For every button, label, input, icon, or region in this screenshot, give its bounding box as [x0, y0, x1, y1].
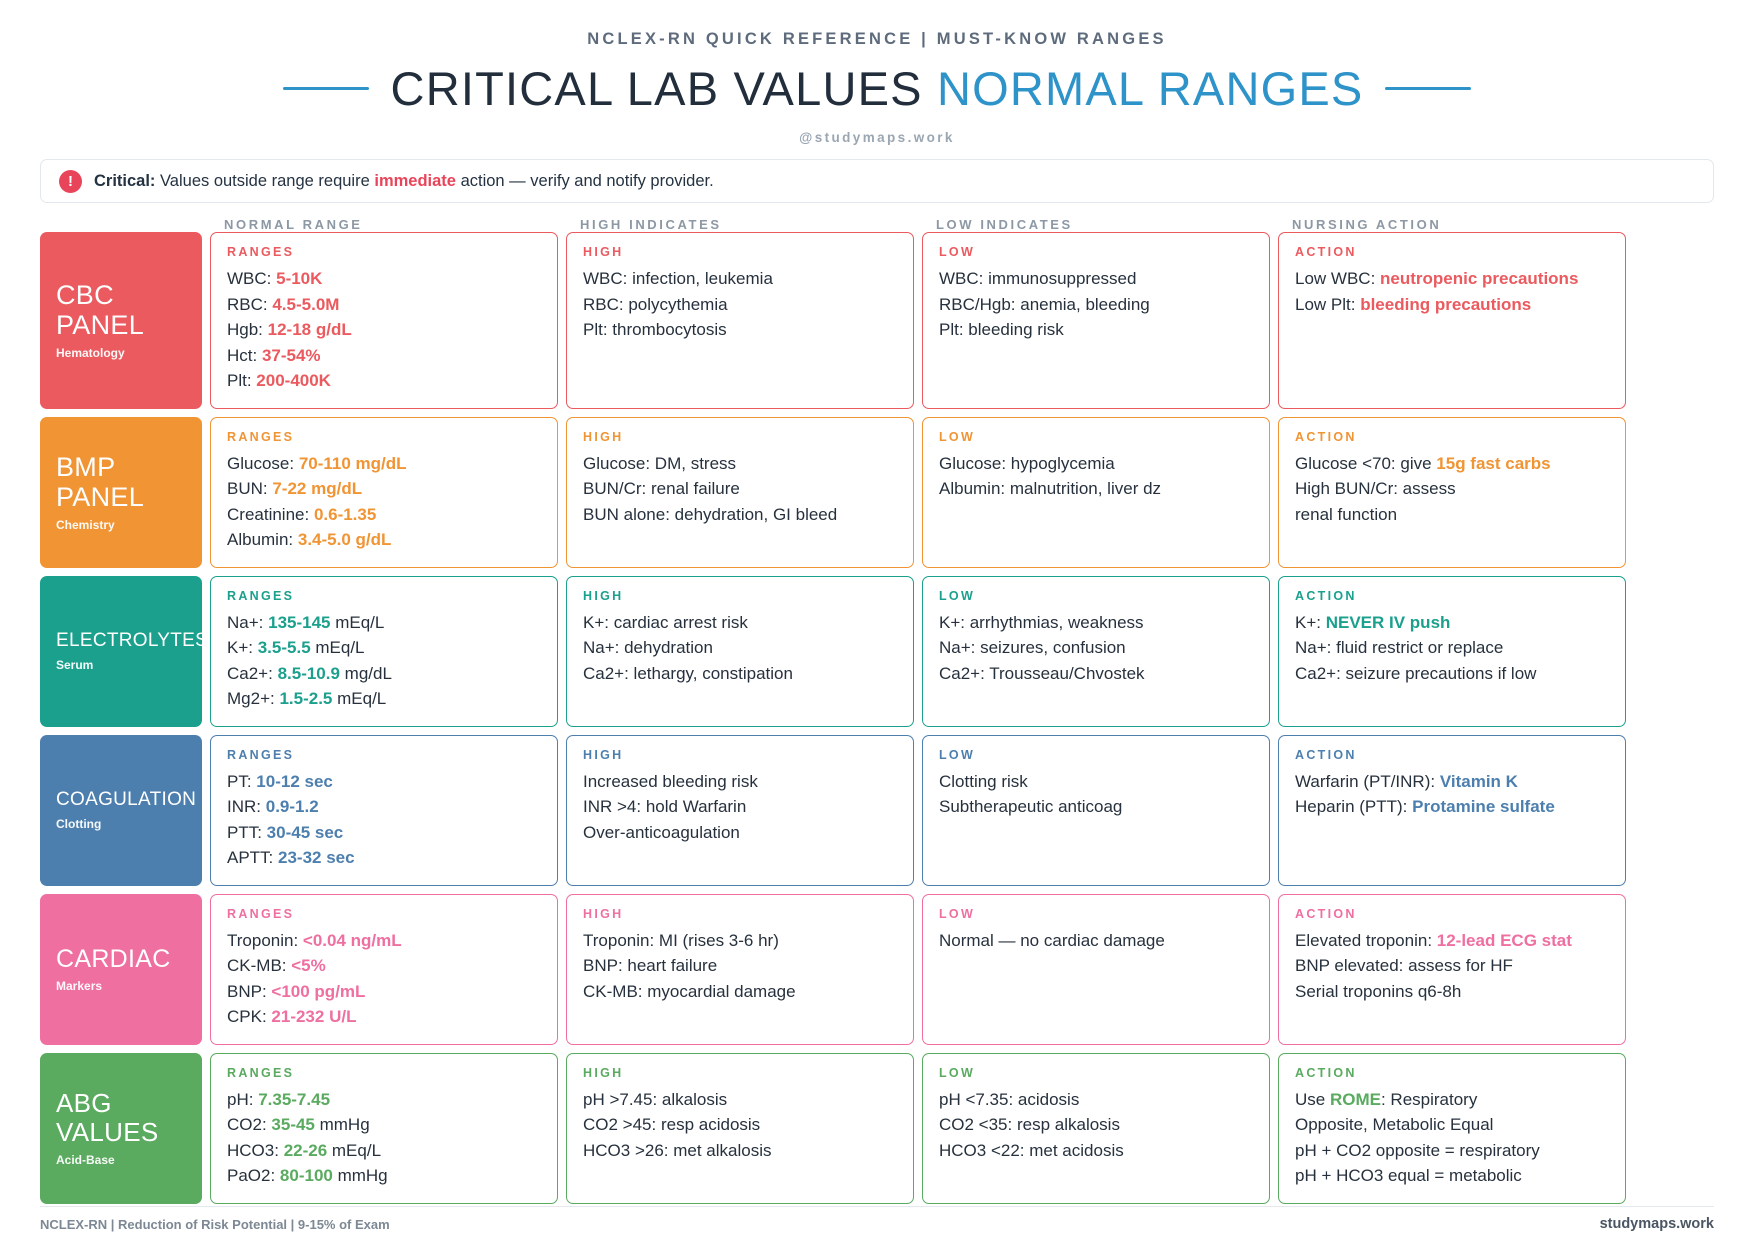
row-label-cbc: [40, 232, 202, 409]
cell-line: HCO3 >26: met alkalosis: [583, 1140, 772, 1160]
footer-left-text: NCLEX-RN | Reduction of Risk Potential | 9-15% of Exam: [40, 1216, 390, 1232]
cell-line: pH: 7.35-7.45: [227, 1089, 331, 1109]
cell-line: Opposite, Metabolic Equal: [1295, 1115, 1494, 1134]
cell-line: BUN alone: dehydration, GI bleed: [583, 504, 838, 524]
cell-line: Normal — no cardiac damage: [939, 930, 1165, 950]
cell-line: Low WBC: neutropenic precautions: [1295, 269, 1579, 288]
cell-line: High BUN/Cr: assess: [1295, 479, 1456, 498]
cell-electrolytes-low: [922, 576, 1270, 727]
lab-row-electrolytes: [40, 576, 1714, 727]
cell-tag: HIGH: [583, 429, 624, 444]
cell-line: CK-MB: myocardial damage: [583, 981, 796, 1001]
cell-line: HCO3: 22-26 mEq/L: [227, 1140, 382, 1160]
footer-right-text: studymaps.work: [1599, 1216, 1714, 1232]
cell-line: Albumin: malnutrition, liver dz: [939, 479, 1162, 498]
cell-line: Na+: dehydration: [583, 638, 713, 657]
row-label-sub: Chemistry: [56, 518, 115, 533]
cell-line: Creatinine: 0.6-1.35: [227, 504, 377, 524]
cell-line: Glucose: DM, stress: [583, 453, 737, 473]
cell-line: Clotting risk: [939, 771, 1028, 791]
cell-line: K+: 3.5-5.5 mEq/L: [227, 638, 365, 657]
cell-coagulation-action: [1278, 735, 1626, 886]
cell-line: BUN: 7-22 mg/dL: [227, 479, 363, 498]
cell-tag: HIGH: [583, 1065, 624, 1080]
cell-line: BUN/Cr: renal failure: [583, 479, 740, 498]
cell-tag: LOW: [939, 747, 976, 762]
lab-row-abg: [40, 1053, 1714, 1204]
cell-line: Heparin (PTT): Protamine sulfate: [1295, 797, 1555, 816]
cell-line: INR: 0.9-1.2: [227, 797, 319, 816]
critical-banner-text: [94, 172, 714, 191]
cell-line: RBC/Hgb: anemia, bleeding: [939, 294, 1150, 314]
cell-line: RBC: polycythemia: [583, 294, 728, 314]
cell-line: WBC: 5-10K: [227, 269, 323, 288]
cell-tag: HIGH: [583, 747, 624, 762]
cell-bmp-high: [566, 417, 914, 568]
cell-line: Na+: fluid restrict or replace: [1295, 638, 1504, 657]
lab-row-cbc: [40, 232, 1714, 409]
cell-line: Use ROME: Respiratory: [1295, 1089, 1478, 1109]
row-label-sub: Serum: [56, 657, 94, 672]
lab-values-grid: [40, 232, 1714, 1204]
cell-cbc-action: [1278, 232, 1626, 409]
cell-abg-action: [1278, 1053, 1626, 1204]
cell-bmp-low: [922, 417, 1270, 568]
cell-tag: HIGH: [583, 906, 624, 921]
row-label-abg: [40, 1053, 202, 1204]
cell-line: pH <7.35: acidosis: [939, 1089, 1080, 1109]
cell-line: Albumin: 3.4-5.0 g/dL: [227, 530, 392, 549]
cell-line: Troponin: <0.04 ng/mL: [227, 930, 402, 950]
cell-electrolytes-action: [1278, 576, 1626, 727]
row-label-bmp: [40, 417, 202, 568]
cell-line: K+: arrhythmias, weakness: [939, 612, 1144, 632]
cell-line: Mg2+: 1.5-2.5 mEq/L: [227, 689, 387, 708]
row-label-electrolytes: [40, 576, 209, 727]
cell-coagulation-ranges: [210, 735, 558, 886]
lab-row-bmp: [40, 417, 1714, 568]
cell-line: Glucose <70: give 15g fast carbs: [1295, 453, 1551, 473]
cell-cardiac-high: [566, 894, 914, 1045]
cell-line: CO2 <35: resp alkalosis: [939, 1115, 1120, 1134]
cell-line: Warfarin (PT/INR): Vitamin K: [1295, 771, 1518, 791]
cell-line: pH >7.45: alkalosis: [583, 1089, 728, 1109]
column-header-3: NURSING ACTION: [1292, 217, 1442, 232]
cell-line: Ca2+: seizure precautions if low: [1295, 663, 1537, 683]
cell-tag: ACTION: [1295, 747, 1357, 762]
cell-tag: RANGES: [227, 906, 295, 921]
cell-line: WBC: infection, leukemia: [583, 269, 773, 288]
row-label-name: ELECTROLYTES: [56, 630, 209, 652]
cell-line: Glucose: 70-110 mg/dL: [227, 453, 407, 473]
cell-tag: ACTION: [1295, 1065, 1357, 1080]
row-label-sub: Clotting: [56, 816, 102, 831]
cell-tag: RANGES: [227, 1065, 295, 1080]
critical-emphasis: immediate: [374, 171, 456, 190]
cell-tag: RANGES: [227, 588, 295, 603]
cell-coagulation-low: [922, 735, 1270, 886]
lab-row-coagulation: [40, 735, 1714, 886]
cell-line: PTT: 30-45 sec: [227, 822, 344, 842]
cell-line: Increased bleeding risk: [583, 771, 758, 791]
cell-line: CK-MB: <5%: [227, 956, 326, 975]
cell-line: BNP: <100 pg/mL: [227, 981, 366, 1001]
cell-cbc-high: [566, 232, 914, 409]
cell-electrolytes-ranges: [210, 576, 558, 727]
cell-line: INR >4: hold Warfarin: [583, 797, 747, 816]
footer: [40, 1206, 1714, 1232]
cell-tag: LOW: [939, 588, 976, 603]
critical-text-a: Values outside range require: [155, 171, 375, 190]
cell-line: Hgb: 12-18 g/dL: [227, 320, 352, 339]
cell-tag: LOW: [939, 1065, 976, 1080]
cell-tag: HIGH: [583, 588, 624, 603]
cell-tag: ACTION: [1295, 588, 1357, 603]
cell-cbc-ranges: [210, 232, 558, 409]
row-label-name: CARDIAC: [56, 945, 171, 973]
critical-label: Critical:: [94, 171, 156, 190]
cell-tag: HIGH: [583, 245, 624, 259]
cell-tag: LOW: [939, 429, 976, 444]
cell-line: K+: NEVER IV push: [1295, 612, 1451, 632]
cell-abg-high: [566, 1053, 914, 1204]
cell-line: APTT: 23-32 sec: [227, 848, 355, 867]
cell-line: pH + CO2 opposite = respiratory: [1295, 1140, 1540, 1160]
row-label-name: CBC PANEL: [56, 280, 145, 341]
title-rule-right: [1385, 87, 1471, 90]
cell-line: BNP: heart failure: [583, 956, 718, 975]
cell-electrolytes-high: [566, 576, 914, 727]
cell-line: Over-anticoagulation: [583, 822, 740, 842]
cell-line: Na+: seizures, confusion: [939, 638, 1126, 657]
kicker-text: NCLEX-RN QUICK REFERENCE | MUST-KNOW RANGES: [587, 30, 1167, 48]
row-label-name: COAGULATION: [56, 789, 197, 811]
critical-text-b: action — verify and notify provider.: [455, 171, 714, 190]
row-label-sub: Markers: [56, 979, 103, 993]
critical-banner: [40, 159, 1714, 203]
exclamation-icon: !: [59, 170, 82, 193]
column-header-2: LOW INDICATES: [936, 217, 1073, 232]
cell-line: Serial troponins q6-8h: [1295, 981, 1462, 1001]
cell-tag: ACTION: [1295, 429, 1357, 444]
column-header-0: NORMAL RANGE: [224, 217, 363, 232]
cell-cbc-low: [922, 232, 1270, 409]
cell-line: Subtherapeutic anticoag: [939, 797, 1123, 816]
cell-tag: RANGES: [227, 429, 295, 444]
colhead-spacer: [40, 217, 202, 232]
cell-line: Elevated troponin: 12-lead ECG stat: [1295, 930, 1572, 950]
title-accent: NORMAL RANGES: [936, 62, 1364, 115]
cell-line: CO2: 35-45 mmHg: [227, 1115, 370, 1134]
cell-abg-ranges: [210, 1053, 558, 1204]
cell-tag: LOW: [939, 906, 976, 921]
cell-line: Low Plt: bleeding precautions: [1295, 294, 1532, 314]
cell-line: HCO3 <22: met acidosis: [939, 1140, 1124, 1160]
row-label-cardiac: [40, 894, 202, 1045]
cell-line: Ca2+: Trousseau/Chvostek: [939, 663, 1145, 683]
cell-line: Plt: thrombocytosis: [583, 320, 727, 339]
cell-line: CO2 >45: resp acidosis: [583, 1115, 761, 1134]
row-label-coagulation: [40, 735, 202, 886]
page-title: [40, 61, 1714, 116]
cell-line: K+: cardiac arrest risk: [583, 612, 748, 632]
cell-line: Troponin: MI (rises 3-6 hr): [583, 930, 779, 950]
author-handle: @studymaps.work: [799, 130, 955, 145]
row-label-name: BMP PANEL: [56, 451, 145, 512]
cell-coagulation-high: [566, 735, 914, 886]
row-label-sub: Hematology: [56, 346, 125, 361]
title-main: CRITICAL LAB VALUES: [390, 62, 923, 115]
cell-line: BNP elevated: assess for HF: [1295, 956, 1513, 975]
cell-line: RBC: 4.5-5.0M: [227, 294, 340, 314]
cell-line: Glucose: hypoglycemia: [939, 453, 1115, 473]
cell-cardiac-low: [922, 894, 1270, 1045]
row-label-name: ABG VALUES: [56, 1087, 159, 1147]
cell-line: CPK: 21-232 U/L: [227, 1007, 357, 1026]
cell-cardiac-action: [1278, 894, 1626, 1045]
cell-cardiac-ranges: [210, 894, 558, 1045]
cell-tag: ACTION: [1295, 245, 1357, 259]
cell-bmp-action: [1278, 417, 1626, 568]
cell-line: Hct: 37-54%: [227, 345, 321, 365]
column-headers: [40, 217, 1714, 232]
cell-line: Ca2+: lethargy, constipation: [583, 663, 793, 683]
cell-line: pH + HCO3 equal = metabolic: [1295, 1166, 1522, 1185]
cell-line: PaO2: 80-100 mmHg: [227, 1166, 388, 1185]
column-header-1: HIGH INDICATES: [580, 217, 722, 232]
cell-line: Na+: 135-145 mEq/L: [227, 612, 385, 632]
cell-line: Ca2+: 8.5-10.9 mg/dL: [227, 663, 392, 683]
lab-row-cardiac: [40, 894, 1714, 1045]
cell-bmp-ranges: [210, 417, 558, 568]
row-label-sub: Acid-Base: [56, 1153, 115, 1168]
title-rule-left: [283, 87, 369, 90]
cell-line: Plt: 200-400K: [227, 371, 331, 390]
cell-tag: RANGES: [227, 245, 295, 259]
cell-line: Plt: bleeding risk: [939, 320, 1064, 339]
cell-line: renal function: [1295, 504, 1398, 524]
cell-line: WBC: immunosuppressed: [939, 269, 1137, 288]
cell-tag: LOW: [939, 245, 976, 259]
cell-tag: RANGES: [227, 747, 295, 762]
cell-abg-low: [922, 1053, 1270, 1204]
cell-line: PT: 10-12 sec: [227, 771, 333, 791]
cell-tag: ACTION: [1295, 906, 1357, 921]
